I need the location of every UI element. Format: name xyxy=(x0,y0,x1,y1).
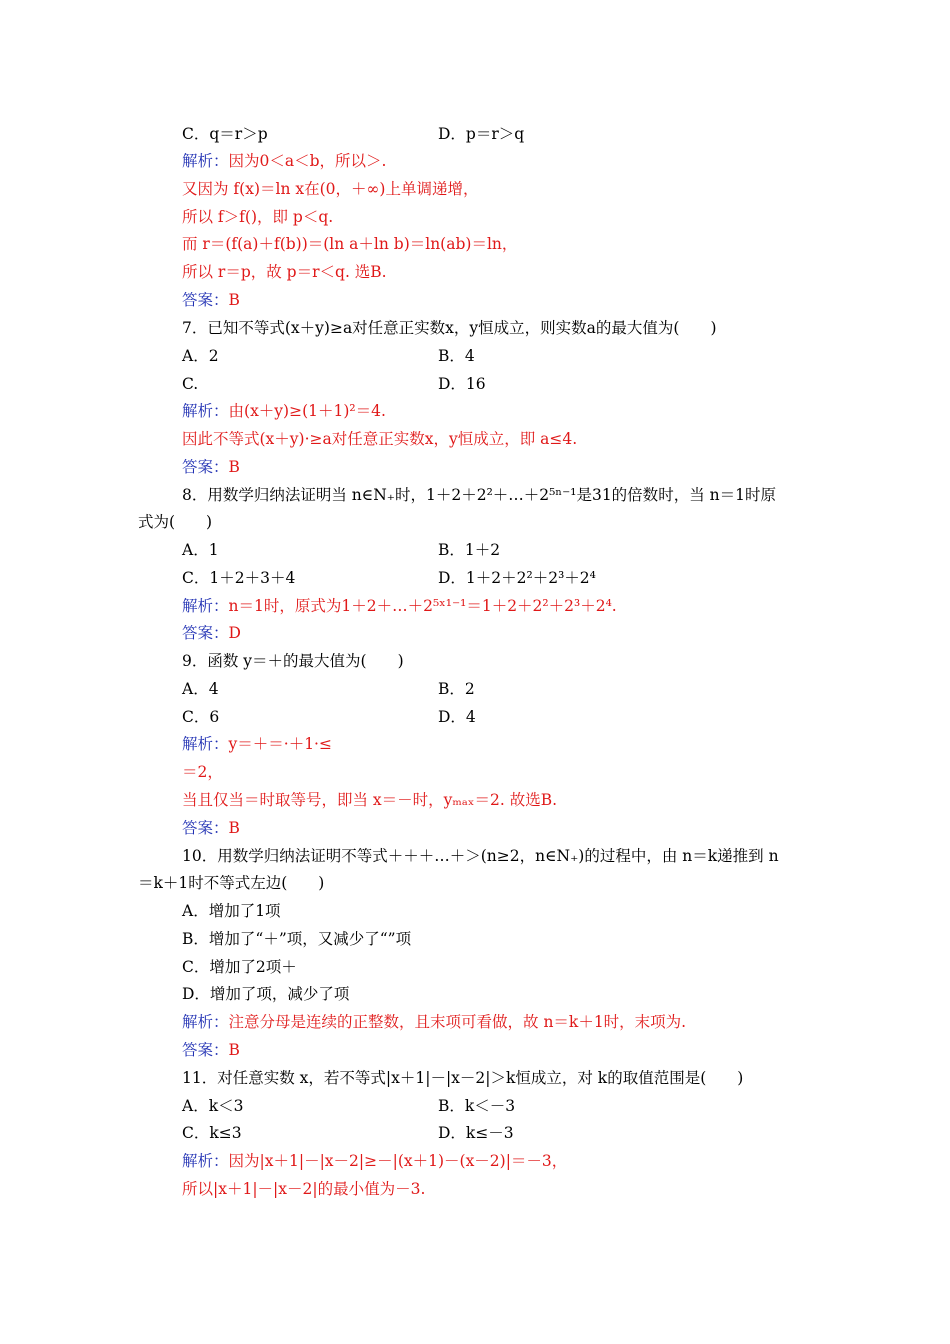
explanation-text: 因为0＜a＜b，所以＞. xyxy=(228,152,387,170)
answer-line xyxy=(182,818,240,838)
explanation-line: ＝2， xyxy=(182,763,223,781)
option-a: A．1 xyxy=(182,541,219,559)
option-b: B．2 xyxy=(438,680,475,698)
explanation-label: 解析： xyxy=(182,735,229,753)
explanation-line: 当且仅当＝时取等号，即当 x＝－时，yₘₐₓ＝2. 故选B. xyxy=(182,791,558,809)
question-stem: 11．对任意实数 x，若不等式|x＋1|－|x－2|＞k恒成立，对 k的取值范围是( ) xyxy=(182,1069,744,1087)
explanation-text: n＝1时，原式为1＋2＋…＋2⁵ˣ¹⁻¹＝1＋2＋2²＋2³＋2⁴. xyxy=(228,597,617,615)
answer-value: B xyxy=(228,291,240,309)
option-a: A．4 xyxy=(182,680,219,698)
option-c: C．q＝r＞p xyxy=(182,125,268,143)
option-c: C．1＋2＋3＋4 xyxy=(182,569,296,587)
explanation-text: 注意分母是连续的正整数，且末项可看做，故 n＝k＋1时，末项为. xyxy=(228,1013,687,1031)
option-a: A．增加了1项 xyxy=(182,902,281,920)
explanation-label: 解析： xyxy=(182,597,229,615)
explanation-line: 所以 f＞f()，即 p＜q. xyxy=(182,208,334,226)
answer-label: 答案： xyxy=(182,291,229,309)
option-b: B．k＜－3 xyxy=(438,1097,516,1115)
explanation-line xyxy=(182,1012,686,1032)
explanation-line: 所以|x＋1|－|x－2|的最小值为－3. xyxy=(182,1180,426,1198)
explanation-label: 解析： xyxy=(182,152,229,170)
explanation-line: 而 r＝(f(a)＋f(b))＝(ln a＋ln b)＝ln(ab)＝ln， xyxy=(182,235,518,253)
answer-line xyxy=(182,623,241,643)
option-d: D．k≤－3 xyxy=(438,1124,514,1142)
question-stem-cont: 式为( ) xyxy=(138,513,213,531)
explanation-line: 所以 r＝p，故 p＝r＜q. 选B. xyxy=(182,263,387,281)
explanation-text: y＝＋＝·＋1·≤ xyxy=(228,735,332,753)
option-d: D．16 xyxy=(438,375,486,393)
answer-value: B xyxy=(228,458,240,476)
answer-label: 答案： xyxy=(182,819,229,837)
explanation-line xyxy=(182,401,386,421)
explanation-label: 解析： xyxy=(182,1152,229,1170)
option-c: C. xyxy=(182,375,199,393)
question-stem-cont: ＝k＋1时不等式左边( ) xyxy=(138,874,325,892)
answer-value: B xyxy=(228,819,240,837)
question-stem: 7．已知不等式(x＋y)≥a对任意正实数x，y恒成立，则实数a的最大值为( ) xyxy=(182,319,717,337)
explanation-line xyxy=(182,1151,567,1171)
explanation-line xyxy=(182,151,386,171)
option-b: B．1＋2 xyxy=(438,541,501,559)
answer-label: 答案： xyxy=(182,624,229,642)
option-a: A．2 xyxy=(182,347,219,365)
explanation-text: 因为|x＋1|－|x－2|≥－|(x＋1)－(x－2)|＝－3， xyxy=(228,1152,568,1170)
explanation-line: 又因为 f(x)＝ln x在(0，＋∞)上单调递增， xyxy=(182,180,479,198)
option-c: C．6 xyxy=(182,708,220,726)
question-stem: 8．用数学归纳法证明当 n∈N₊时，1＋2＋2²＋…＋2⁵ⁿ⁻¹是31的倍数时，当 n＝1时原 xyxy=(182,486,776,504)
question-stem: 9．函数 y＝＋的最大值为( ) xyxy=(182,652,404,670)
answer-value: D xyxy=(228,624,241,642)
option-d: D．4 xyxy=(438,708,476,726)
option-c: C．增加了2项＋ xyxy=(182,958,297,976)
explanation-label: 解析： xyxy=(182,1013,229,1031)
answer-label: 答案： xyxy=(182,1041,229,1059)
answer-line xyxy=(182,1040,240,1060)
explanation-line: 因此不等式(x＋y)·≥a对任意正实数x，y恒成立，即 a≤4. xyxy=(182,430,578,448)
explanation-text: 由(x＋y)≥(1＋1)²＝4. xyxy=(228,402,386,420)
explanation-label: 解析： xyxy=(182,402,229,420)
explanation-line xyxy=(182,734,332,754)
explanation-line xyxy=(182,596,617,616)
option-d: D．增加了项，减少了项 xyxy=(182,985,350,1003)
answer-line xyxy=(182,290,240,310)
question-stem: 10．用数学归纳法证明不等式＋＋＋…＋＞(n≥2，n∈N₊)的过程中，由 n＝k递推到 n xyxy=(182,847,779,865)
answer-value: B xyxy=(228,1041,240,1059)
answer-label: 答案： xyxy=(182,458,229,476)
option-c: C．k≤3 xyxy=(182,1124,242,1142)
option-d: D．1＋2＋2²＋2³＋2⁴ xyxy=(438,569,596,587)
answer-line xyxy=(182,457,240,477)
option-b: B．增加了“＋”项，又减少了“”项 xyxy=(182,930,412,948)
option-a: A．k＜3 xyxy=(182,1097,244,1115)
option-b: B．4 xyxy=(438,347,475,365)
option-d: D．p＝r＞q xyxy=(438,125,525,143)
